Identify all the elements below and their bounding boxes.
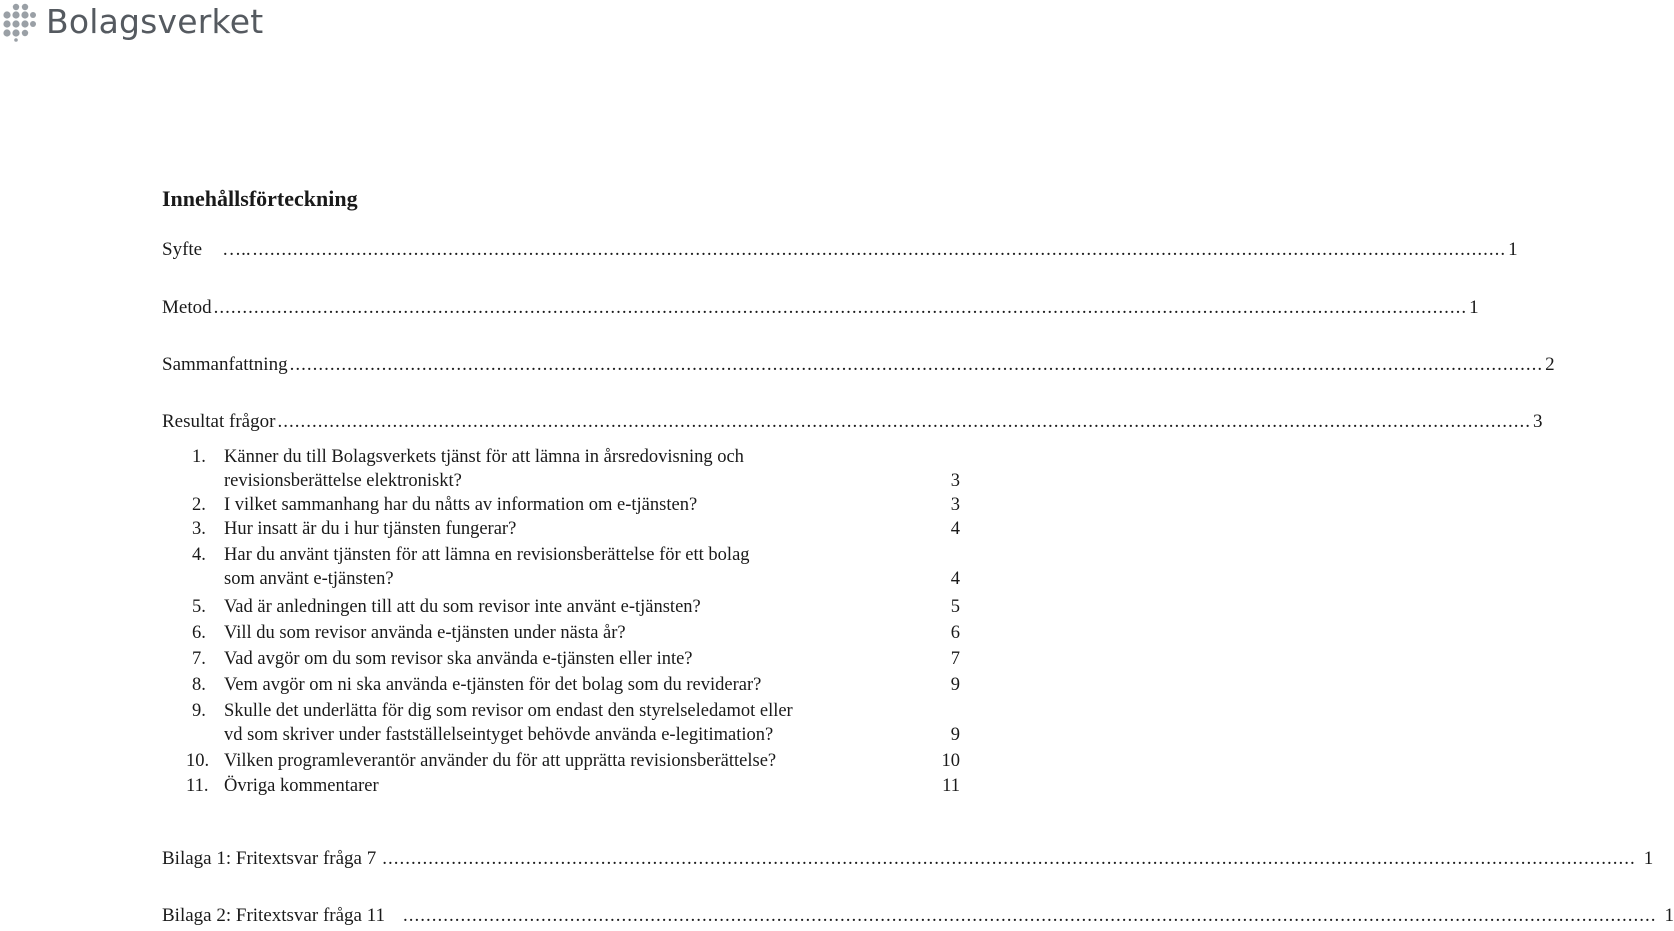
toc-question-7[interactable]: [192, 647, 960, 671]
question-number: 9.: [192, 701, 206, 721]
question-text-continued: vd som skriver under fastställelseintyget behövde använda e-legitimation?: [224, 725, 774, 745]
question-text: Vilken programleverantör använder du för att upprätta revisionsberättelse?: [224, 751, 777, 771]
question-page: 10: [941, 751, 960, 771]
question-text: Vill du som revisor använda e-tjänsten under nästa år?: [224, 623, 626, 643]
question-number: 10.: [186, 751, 210, 771]
question-text: I vilket sammanhang har du nåtts av information om e-tjänsten?: [224, 495, 698, 515]
toc-entry-syfte[interactable]: [162, 237, 1518, 263]
toc-dot-leader: ..........................................................................................................................................................................................................................: [213, 297, 1468, 318]
toc-entry-resultat[interactable]: [162, 409, 1543, 435]
toc-entry-leader-text: …..: [222, 239, 251, 260]
question-number: 4.: [192, 545, 206, 565]
question-number: 3.: [192, 519, 206, 539]
toc-question-2[interactable]: [192, 493, 960, 517]
question-page: 9: [950, 725, 960, 745]
question-text: Vad är anledningen till att du som revisor inte använt e-tjänsten?: [224, 597, 701, 617]
toc-dot-leader: ..........................................................................................................................................................................................................................: [289, 354, 1544, 375]
question-number: 2.: [192, 495, 206, 515]
toc-question-11[interactable]: [186, 774, 960, 798]
toc-question-6[interactable]: [192, 621, 960, 645]
question-page: 7: [950, 649, 960, 669]
question-text: Skulle det underlätta för dig som revisor om endast den styrelseledamot eller: [224, 701, 793, 721]
question-page: 11: [942, 776, 960, 796]
toc-question-5[interactable]: [192, 595, 960, 619]
toc-dot-leader: ..........................................................................................................................................................................................................................: [382, 848, 1636, 869]
toc-question-3[interactable]: [192, 517, 960, 541]
question-page: 6: [950, 623, 960, 643]
toc-title: Innehållsförteckning: [162, 186, 358, 211]
toc-entry-page: 1: [1508, 239, 1518, 260]
toc-entry-sammanfattning[interactable]: [162, 352, 1555, 378]
toc-appendix-1[interactable]: [162, 846, 1654, 872]
toc-entry-page: 1: [1643, 848, 1654, 869]
question-number: 11.: [186, 776, 209, 796]
toc-question-1[interactable]: [192, 445, 960, 493]
toc-entry-metod[interactable]: [162, 295, 1479, 321]
toc-dot-leader: ..........................................................................................................................................................................................................................: [277, 411, 1531, 432]
toc-entry-label: Metod: [162, 297, 212, 318]
toc-entry-page: 1: [1664, 905, 1674, 926]
toc-question-8[interactable]: [192, 673, 960, 697]
question-text: Hur insatt är du i hur tjänsten fungerar?: [224, 519, 517, 539]
toc-question-9[interactable]: [192, 699, 960, 747]
dot-cluster-icon: [2, 2, 38, 42]
question-text: Vad avgör om du som revisor ska använda e-tjänsten eller inte?: [224, 649, 693, 669]
toc-entry-label: Resultat frågor: [162, 411, 276, 432]
question-number: 7.: [192, 649, 206, 669]
toc-appendix-2[interactable]: [162, 903, 1674, 929]
question-page: 3: [950, 471, 960, 491]
question-number: 6.: [192, 623, 206, 643]
toc-entry-label: Syfte: [162, 239, 203, 260]
question-page: 9: [950, 675, 960, 695]
toc-entry-label: Sammanfattning: [162, 354, 288, 375]
question-page: 3: [950, 495, 960, 515]
toc-dot-leader: ..........................................................................................................................................................................................................................: [403, 905, 1657, 926]
toc-dot-leader: ..........................................................................................................................................................................................................................: [252, 239, 1507, 260]
question-number: 1.: [192, 447, 206, 467]
toc-entry-page: 1: [1469, 297, 1479, 318]
question-page: 4: [950, 569, 960, 589]
toc-entry-label: Bilaga 2: Fritextsvar fråga 11: [162, 905, 386, 926]
logo-text: Bolagsverket: [46, 2, 264, 41]
question-text: Vem avgör om ni ska använda e-tjänsten för det bolag som du reviderar?: [224, 675, 762, 695]
toc-question-10[interactable]: [186, 749, 960, 773]
toc-entry-label: Bilaga 1: Fritextsvar fråga 7: [162, 848, 377, 869]
question-text: Har du använt tjänsten för att lämna en revisionsberättelse för ett bolag: [224, 545, 750, 565]
question-text-continued: revisionsberättelse elektroniskt?: [224, 471, 462, 491]
toc-question-4[interactable]: [192, 543, 960, 591]
question-page: 5: [950, 597, 960, 617]
question-text-continued: som använt e-tjänsten?: [224, 569, 394, 589]
question-text: Övriga kommentarer: [224, 776, 379, 796]
toc-entry-page: 2: [1545, 354, 1555, 375]
question-page: 4: [950, 519, 960, 539]
toc-entry-page: 3: [1532, 411, 1543, 432]
question-number: 8.: [192, 675, 206, 695]
question-number: 5.: [192, 597, 206, 617]
question-text: Känner du till Bolagsverkets tjänst för att lämna in årsredovisning och: [224, 447, 744, 467]
